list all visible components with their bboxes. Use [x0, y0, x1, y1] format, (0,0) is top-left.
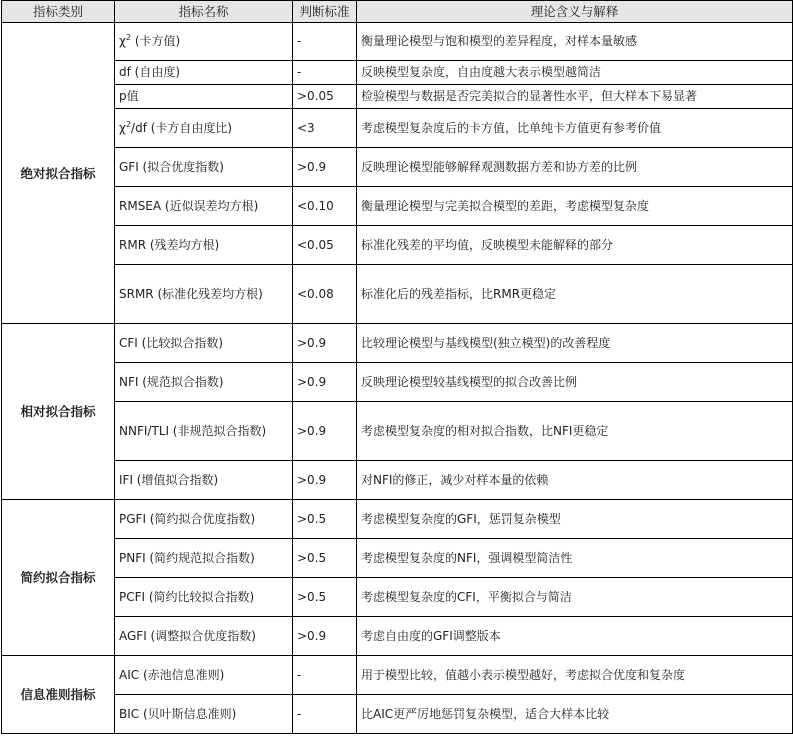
meaning: 检验模型与数据是否完美拟合的显著性水平，但大样本下易显著	[357, 85, 793, 109]
table-row	[2, 617, 793, 656]
header-criterion: 判断标准	[293, 1, 357, 23]
index-name: PCFI (简约比较拟合指数)	[115, 578, 293, 617]
meaning: 比AIC更严厉地惩罚复杂模型，适合大样本比较	[357, 695, 793, 734]
table-row	[2, 324, 793, 363]
meaning: 比较理论模型与基线模型(独立模型)的改善程度	[357, 324, 793, 363]
table-row	[2, 363, 793, 402]
criterion: >0.9	[293, 148, 357, 187]
index-name: IFI (增值拟合指数)	[115, 461, 293, 500]
index-name: df (自由度)	[115, 61, 293, 85]
meaning: 标准化残差的平均值，反映模型未能解释的部分	[357, 226, 793, 265]
criterion: >0.05	[293, 85, 357, 109]
index-name: CFI (比较拟合指数)	[115, 324, 293, 363]
index-name: BIC (贝叶斯信息准则)	[115, 695, 293, 734]
table-row	[2, 187, 793, 226]
header-index-name: 指标名称	[115, 1, 293, 23]
meaning: 衡量理论模型与完美拟合模型的差距，考虑模型复杂度	[357, 187, 793, 226]
criterion: <3	[293, 109, 357, 148]
index-name: RMSEA (近似误差均方根)	[115, 187, 293, 226]
meaning: 考虑模型复杂度的CFI，平衡拟合与简洁	[357, 578, 793, 617]
meaning: 反映理论模型能够解释观测数据方差和协方差的比例	[357, 148, 793, 187]
index-name: NFI (规范拟合指数)	[115, 363, 293, 402]
table-row	[2, 500, 793, 539]
table-row	[2, 148, 793, 187]
table-row	[2, 695, 793, 734]
index-name: $\chi^2$ (卡方值)	[115, 23, 293, 61]
category-cell: 简约拟合指标	[2, 500, 115, 656]
criterion: -	[293, 656, 357, 695]
index-name: PGFI (简约拟合优度指数)	[115, 500, 293, 539]
criterion: >0.9	[293, 402, 357, 461]
category-cell: 信息准则指标	[2, 656, 115, 734]
criterion: >0.5	[293, 539, 357, 578]
meaning: 衡量理论模型与饱和模型的差异程度，对样本量敏感	[357, 23, 793, 61]
index-name: AGFI (调整拟合优度指数)	[115, 617, 293, 656]
criterion: >0.5	[293, 500, 357, 539]
index-name: SRMR (标准化残差均方根)	[115, 265, 293, 324]
meaning: 考虑模型复杂度的NFI，强调模型简洁性	[357, 539, 793, 578]
category-cell: 绝对拟合指标	[2, 23, 115, 324]
criterion: -	[293, 23, 357, 61]
table-row	[2, 539, 793, 578]
meaning: 用于模型比较，值越小表示模型越好，考虑拟合优度和复杂度	[357, 656, 793, 695]
category-cell: 相对拟合指标	[2, 324, 115, 500]
header-row	[2, 1, 793, 23]
criterion: >0.9	[293, 324, 357, 363]
meaning: 考虑模型复杂度后的卡方值，比单纯卡方值更有参考价值	[357, 109, 793, 148]
criterion: -	[293, 695, 357, 734]
fit-indices-table	[1, 0, 793, 734]
criterion: -	[293, 61, 357, 85]
meaning: 标准化后的残差指标，比RMR更稳定	[357, 265, 793, 324]
table-row	[2, 656, 793, 695]
table-row	[2, 402, 793, 461]
meaning: 考虑自由度的GFI调整版本	[357, 617, 793, 656]
index-name: NNFI/TLI (非规范拟合指数)	[115, 402, 293, 461]
criterion: >0.9	[293, 461, 357, 500]
criterion: <0.08	[293, 265, 357, 324]
criterion: <0.05	[293, 226, 357, 265]
criterion: >0.5	[293, 578, 357, 617]
index-name: AIC (赤池信息准则)	[115, 656, 293, 695]
table-row	[2, 85, 793, 109]
table-row	[2, 226, 793, 265]
meaning: 对NFI的修正，减少对样本量的依赖	[357, 461, 793, 500]
table-row	[2, 109, 793, 148]
meaning: 考虑模型复杂度的相对拟合指数，比NFI更稳定	[357, 402, 793, 461]
index-name: RMR (残差均方根)	[115, 226, 293, 265]
table-row	[2, 61, 793, 85]
meaning: 考虑模型复杂度的GFI，惩罚复杂模型	[357, 500, 793, 539]
criterion: >0.9	[293, 617, 357, 656]
index-name: GFI (拟合优度指数)	[115, 148, 293, 187]
meaning: 反映理论模型较基线模型的拟合改善比例	[357, 363, 793, 402]
criterion: <0.10	[293, 187, 357, 226]
index-name: PNFI (简约规范拟合指数)	[115, 539, 293, 578]
header-meaning: 理论含义与解释	[357, 1, 793, 23]
index-name: $\chi^2/df$ (卡方自由度比)	[115, 109, 293, 148]
table-row	[2, 578, 793, 617]
meaning: 反映模型复杂度，自由度越大表示模型越简洁	[357, 61, 793, 85]
table-row	[2, 23, 793, 61]
index-name: p值	[115, 85, 293, 109]
table-row	[2, 265, 793, 324]
criterion: >0.9	[293, 363, 357, 402]
table-row	[2, 461, 793, 500]
header-category: 指标类别	[2, 1, 115, 23]
